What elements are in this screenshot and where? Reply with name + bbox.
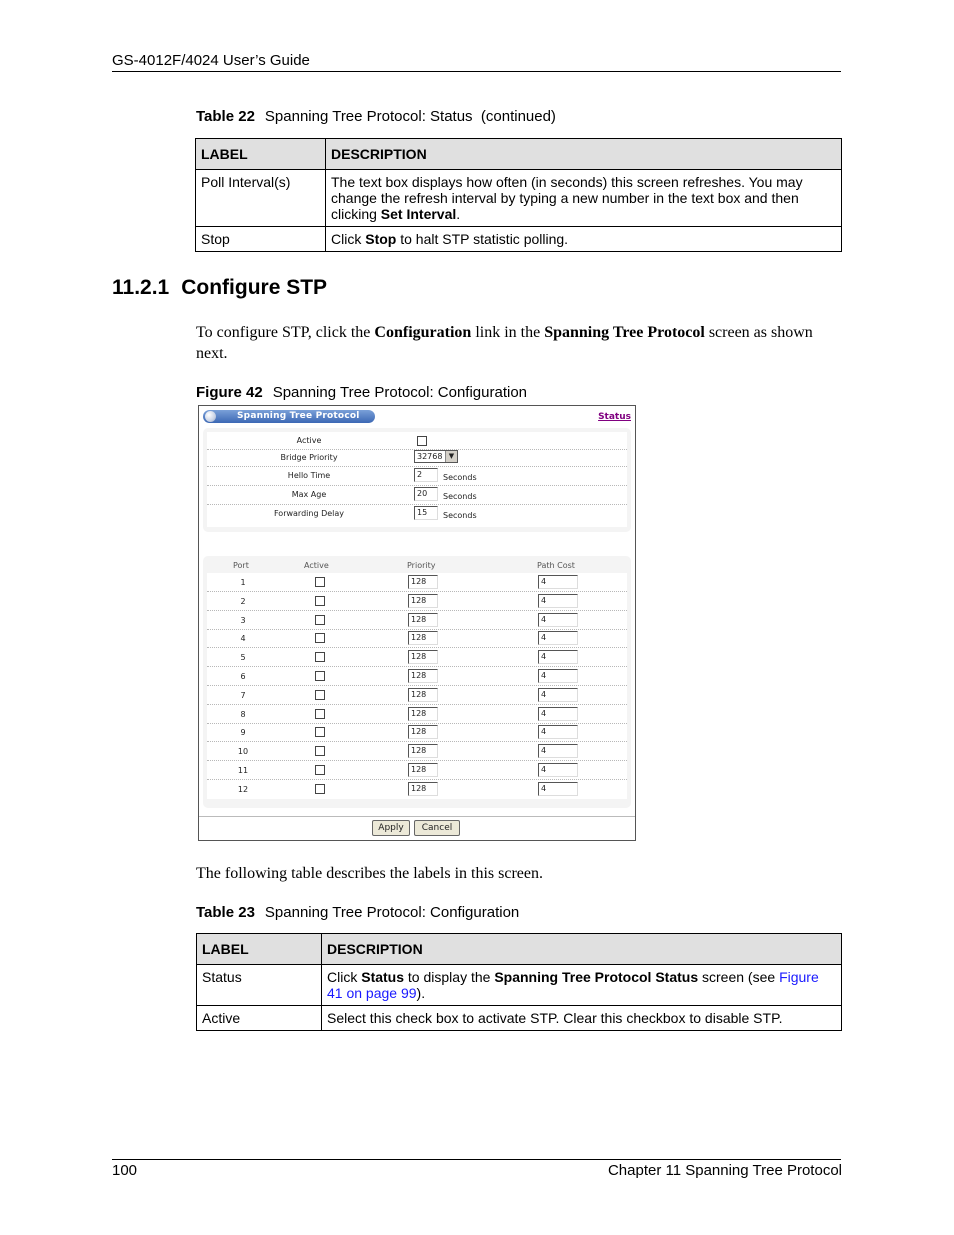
port-path-cost-input[interactable]: 4	[538, 725, 578, 739]
port-active-checkbox[interactable]	[315, 784, 325, 794]
port-priority-input[interactable]: 128	[408, 575, 438, 589]
port-column-header: Port	[233, 561, 249, 570]
table-intro-paragraph: The following table describes the labels in this screen.	[196, 865, 544, 882]
col-description-header: DESCRIPTION	[322, 934, 842, 965]
section-heading	[112, 276, 327, 300]
row-description: Select this check box to activate STP. Clear this checkbox to disable STP.	[322, 1006, 842, 1031]
port-number: 5	[240, 653, 246, 662]
max-age-label: Max Age	[291, 490, 327, 499]
page-number: 100	[112, 1162, 138, 1179]
port-active-checkbox[interactable]	[315, 577, 325, 587]
row-divider	[207, 666, 627, 667]
table-23-title: Spanning Tree Protocol: Configuration	[264, 904, 520, 921]
table-23-number: Table 23	[196, 904, 255, 921]
port-number: 6	[240, 672, 246, 681]
screen-title-bar	[203, 410, 375, 423]
col-label-header: LABEL	[196, 139, 326, 170]
row-label: Poll Interval(s)	[196, 170, 326, 227]
row-divider	[207, 779, 627, 780]
hello-time-input[interactable]: 2	[414, 468, 438, 482]
forwarding-delay-unit: Seconds	[443, 511, 477, 520]
col-description-header: DESCRIPTION	[326, 139, 842, 170]
table-23-caption	[196, 904, 519, 921]
row-label: Stop	[196, 227, 326, 252]
bridge-priority-select[interactable]: 32768 ▼	[414, 450, 458, 463]
footer-rule	[112, 1159, 841, 1160]
row-divider	[207, 466, 627, 467]
table-22	[195, 138, 842, 252]
port-active-checkbox[interactable]	[315, 615, 325, 625]
row-divider	[207, 610, 627, 611]
port-number: 9	[240, 728, 246, 737]
port-path-cost-input[interactable]: 4	[538, 631, 578, 645]
port-priority-input[interactable]: 128	[408, 594, 438, 608]
row-divider	[207, 485, 627, 486]
chapter-title: Chapter 11 Spanning Tree Protocol	[607, 1162, 842, 1179]
port-active-checkbox[interactable]	[315, 727, 325, 737]
row-divider	[207, 629, 627, 630]
screen-title: Spanning Tree Protocol	[237, 411, 360, 421]
figure-41-link[interactable]: Figure 41 on page 99	[327, 969, 819, 1001]
max-age-input[interactable]: 20	[414, 487, 438, 501]
figure-42-number: Figure 42	[196, 384, 263, 401]
port-path-cost-input[interactable]: 4	[538, 763, 578, 777]
row-divider	[207, 685, 627, 686]
port-number: 11	[237, 766, 249, 775]
hello-time-label: Hello Time	[287, 471, 331, 480]
port-path-cost-input[interactable]: 4	[538, 688, 578, 702]
port-number: 4	[240, 634, 246, 643]
active-label: Active	[296, 436, 322, 445]
table-22-title: Spanning Tree Protocol: Status (continued)	[264, 108, 556, 125]
running-header: GS-4012F/4024 User’s Guide	[112, 52, 310, 69]
row-divider	[207, 704, 627, 705]
forwarding-delay-label: Forwarding Delay	[273, 509, 345, 518]
header-rule	[112, 71, 841, 72]
port-active-checkbox[interactable]	[315, 596, 325, 606]
row-description: Click Stop to halt STP statistic polling.	[326, 227, 842, 252]
button-divider	[199, 816, 635, 817]
col-label-header: LABEL	[197, 934, 322, 965]
port-number: 10	[237, 747, 249, 756]
table-row	[196, 170, 842, 227]
port-active-checkbox[interactable]	[315, 690, 325, 700]
port-active-checkbox[interactable]	[315, 746, 325, 756]
active-column-header: Active	[304, 561, 329, 570]
port-priority-input[interactable]: 128	[408, 650, 438, 664]
port-path-cost-input[interactable]: 4	[538, 613, 578, 627]
apply-button[interactable]: Apply	[372, 820, 410, 836]
port-active-checkbox[interactable]	[315, 709, 325, 719]
port-active-checkbox[interactable]	[315, 765, 325, 775]
port-priority-input[interactable]: 128	[408, 763, 438, 777]
max-age-unit: Seconds	[443, 492, 477, 501]
table-row	[196, 227, 842, 252]
status-link[interactable]: Status	[598, 412, 631, 422]
port-active-checkbox[interactable]	[315, 633, 325, 643]
table-22-caption	[196, 108, 556, 125]
port-number: 1	[240, 578, 246, 587]
port-number: 2	[240, 597, 246, 606]
port-priority-input[interactable]: 128	[408, 782, 438, 796]
port-path-cost-input[interactable]: 4	[538, 782, 578, 796]
row-divider	[207, 647, 627, 648]
port-path-cost-input[interactable]: 4	[538, 650, 578, 664]
title-bullet-icon	[205, 411, 216, 422]
port-path-cost-input[interactable]: 4	[538, 669, 578, 683]
bridge-priority-label: Bridge Priority	[280, 453, 338, 462]
port-number: 12	[237, 785, 249, 794]
priority-column-header: Priority	[407, 561, 436, 570]
port-active-checkbox[interactable]	[315, 652, 325, 662]
figure-42-title: Spanning Tree Protocol: Configuration	[272, 384, 528, 401]
row-divider	[207, 723, 627, 724]
row-divider	[207, 504, 627, 505]
table-23	[196, 933, 842, 1031]
stp-config-screen	[198, 405, 636, 841]
port-active-checkbox[interactable]	[315, 671, 325, 681]
port-priority-input[interactable]: 128	[408, 631, 438, 645]
port-priority-input[interactable]: 128	[408, 688, 438, 702]
port-path-cost-input[interactable]: 4	[538, 594, 578, 608]
table-22-number: Table 22	[196, 108, 255, 125]
row-description: The text box displays how often (in seconds) this screen refreshes. You may change the refresh interval by typing a new number in the text box and then clicking Set Interval.	[326, 170, 842, 227]
intro-paragraph: To configure STP, click the Configuration link in the Spanning Tree Protocol screen as shown next.	[196, 324, 813, 362]
figure-42-caption	[196, 384, 527, 401]
port-priority-input[interactable]: 128	[408, 744, 438, 758]
row-divider	[207, 760, 627, 761]
port-priority-input[interactable]: 128	[408, 707, 438, 721]
port-path-cost-input[interactable]: 4	[538, 707, 578, 721]
section-title: Configure STP	[181, 276, 328, 299]
port-number: 8	[240, 710, 246, 719]
chevron-down-icon: ▼	[445, 451, 457, 462]
cancel-button[interactable]: Cancel	[414, 820, 460, 836]
row-divider	[207, 741, 627, 742]
row-description: Click Status to display the Spanning Tree Protocol Status screen (see Figure 41 on page 99).	[322, 965, 842, 1006]
forwarding-delay-input[interactable]: 15	[414, 506, 438, 520]
table-header-row	[196, 139, 842, 170]
port-number: 3	[240, 616, 246, 625]
port-path-cost-input[interactable]: 4	[538, 744, 578, 758]
port-priority-input[interactable]: 128	[408, 613, 438, 627]
port-priority-input[interactable]: 128	[408, 725, 438, 739]
row-divider	[207, 591, 627, 592]
table-header-row	[197, 934, 842, 965]
row-label: Status	[197, 965, 322, 1006]
table-row	[197, 965, 842, 1006]
hello-time-unit: Seconds	[443, 473, 477, 482]
port-number: 7	[240, 691, 246, 700]
port-priority-input[interactable]: 128	[408, 669, 438, 683]
row-label: Active	[197, 1006, 322, 1031]
port-path-cost-input[interactable]: 4	[538, 575, 578, 589]
section-number: 11.2.1	[112, 276, 170, 299]
path-cost-column-header: Path Cost	[537, 561, 575, 570]
stp-active-checkbox[interactable]	[417, 436, 427, 446]
table-row	[197, 1006, 842, 1031]
